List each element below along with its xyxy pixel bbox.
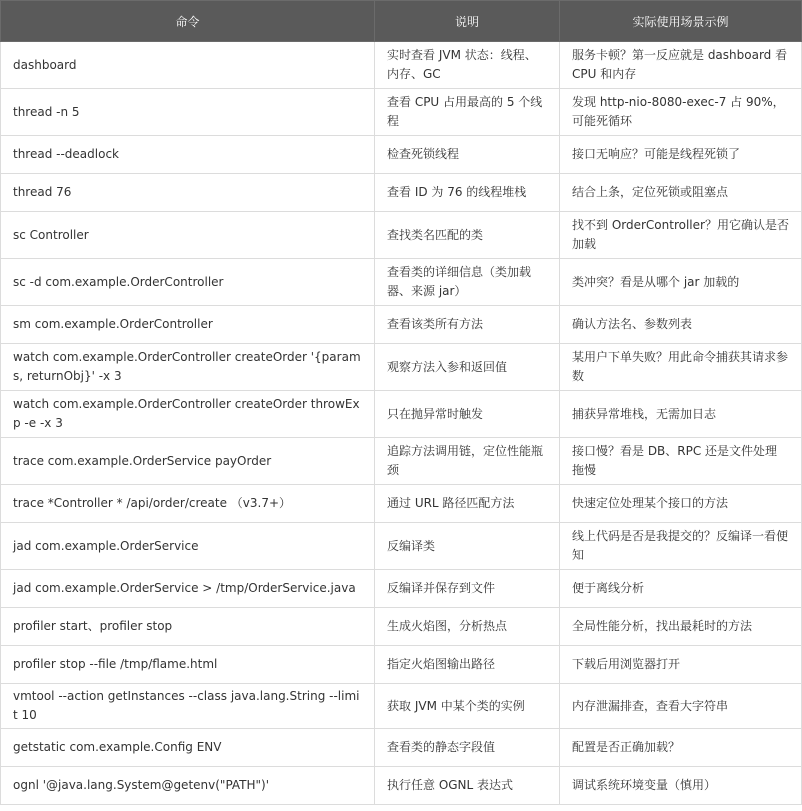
command-cell: ognl '@java.lang.System@getenv("PATH")' xyxy=(1,767,375,805)
table-row xyxy=(1,344,802,391)
command-cell: sm com.example.OrderController xyxy=(1,306,375,344)
table-row xyxy=(1,684,802,729)
description-cell: 获取 JVM 中某个类的实例 xyxy=(375,684,560,729)
usage-cell: 确认方法名、参数列表 xyxy=(560,306,802,344)
usage-cell: 服务卡顿？第一反应就是 dashboard 看 CPU 和内存 xyxy=(560,42,802,89)
command-cell: trace com.example.OrderService payOrder xyxy=(1,438,375,485)
description-cell: 查看类的详细信息（类加载器、来源 jar） xyxy=(375,259,560,306)
description-cell: 生成火焰图，分析热点 xyxy=(375,608,560,646)
usage-cell: 类冲突？看是从哪个 jar 加载的 xyxy=(560,259,802,306)
command-cell: dashboard xyxy=(1,42,375,89)
description-cell: 查看 CPU 占用最高的 5 个线程 xyxy=(375,89,560,136)
description-cell: 实时查看 JVM 状态：线程、内存、GC xyxy=(375,42,560,89)
table-row xyxy=(1,438,802,485)
command-cell: profiler stop --file /tmp/flame.html xyxy=(1,646,375,684)
usage-cell: 便于离线分析 xyxy=(560,570,802,608)
usage-cell: 接口无响应？可能是线程死锁了 xyxy=(560,136,802,174)
description-cell: 执行任意 OGNL 表达式 xyxy=(375,767,560,805)
header-usage-example: 实际使用场景示例 xyxy=(560,1,802,42)
command-cell: thread 76 xyxy=(1,174,375,212)
table-row xyxy=(1,729,802,767)
description-cell: 检查死锁线程 xyxy=(375,136,560,174)
table-row xyxy=(1,306,802,344)
command-cell: vmtool --action getInstances --class java.lang.String --limit 10 xyxy=(1,684,375,729)
table-row xyxy=(1,767,802,805)
table-row xyxy=(1,646,802,684)
command-cell: getstatic com.example.Config ENV xyxy=(1,729,375,767)
usage-cell: 找不到 OrderController？用它确认是否加载 xyxy=(560,212,802,259)
description-cell: 只在抛异常时触发 xyxy=(375,391,560,438)
usage-cell: 下载后用浏览器打开 xyxy=(560,646,802,684)
usage-cell: 线上代码是否是我提交的？反编译一看便知 xyxy=(560,523,802,570)
table-row xyxy=(1,391,802,438)
usage-cell: 调试系统环境变量（慎用） xyxy=(560,767,802,805)
table-row xyxy=(1,523,802,570)
usage-cell: 某用户下单失败？用此命令捕获其请求参数 xyxy=(560,344,802,391)
command-cell: thread --deadlock xyxy=(1,136,375,174)
table-row xyxy=(1,608,802,646)
command-cell: sc Controller xyxy=(1,212,375,259)
command-cell: thread -n 5 xyxy=(1,89,375,136)
table-row xyxy=(1,570,802,608)
table-row xyxy=(1,212,802,259)
command-cell: watch com.example.OrderController createOrder '{params, returnObj}' -x 3 xyxy=(1,344,375,391)
command-cell: jad com.example.OrderService > /tmp/OrderService.java xyxy=(1,570,375,608)
table-row xyxy=(1,136,802,174)
description-cell: 查看 ID 为 76 的线程堆栈 xyxy=(375,174,560,212)
command-cell: profiler start、profiler stop xyxy=(1,608,375,646)
table-header-row xyxy=(1,1,802,42)
description-cell: 查看类的静态字段值 xyxy=(375,729,560,767)
command-cell: sc -d com.example.OrderController xyxy=(1,259,375,306)
command-cell: jad com.example.OrderService xyxy=(1,523,375,570)
header-description: 说明 xyxy=(375,1,560,42)
description-cell: 查找类名匹配的类 xyxy=(375,212,560,259)
description-cell: 追踪方法调用链，定位性能瓶颈 xyxy=(375,438,560,485)
table-row xyxy=(1,259,802,306)
description-cell: 反编译并保存到文件 xyxy=(375,570,560,608)
description-cell: 指定火焰图输出路径 xyxy=(375,646,560,684)
header-command: 命令 xyxy=(1,1,375,42)
usage-cell: 全局性能分析，找出最耗时的方法 xyxy=(560,608,802,646)
usage-cell: 配置是否正确加载？ xyxy=(560,729,802,767)
usage-cell: 快速定位处理某个接口的方法 xyxy=(560,485,802,523)
description-cell: 反编译类 xyxy=(375,523,560,570)
description-cell: 查看该类所有方法 xyxy=(375,306,560,344)
usage-cell: 结合上条，定位死锁或阻塞点 xyxy=(560,174,802,212)
table-row xyxy=(1,42,802,89)
description-cell: 观察方法入参和返回值 xyxy=(375,344,560,391)
usage-cell: 接口慢？看是 DB、RPC 还是文件处理拖慢 xyxy=(560,438,802,485)
description-cell: 通过 URL 路径匹配方法 xyxy=(375,485,560,523)
table-row xyxy=(1,485,802,523)
command-cell: watch com.example.OrderController createOrder throwExp -e -x 3 xyxy=(1,391,375,438)
usage-cell: 内存泄漏排查，查看大字符串 xyxy=(560,684,802,729)
usage-cell: 发现 http-nio-8080-exec-7 占 90%，可能死循环 xyxy=(560,89,802,136)
command-cell: trace *Controller * /api/order/create （v3.7+） xyxy=(1,485,375,523)
usage-cell: 捕获异常堆栈，无需加日志 xyxy=(560,391,802,438)
table-row xyxy=(1,89,802,136)
table-row xyxy=(1,174,802,212)
